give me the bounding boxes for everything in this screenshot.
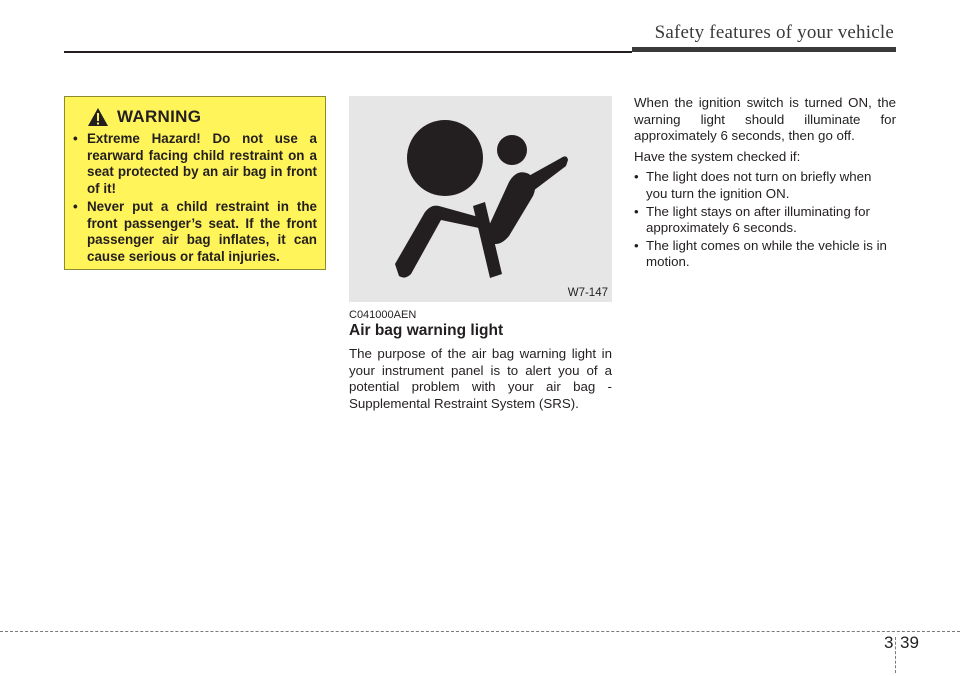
section-code: C041000AEN [349, 309, 417, 321]
warning-item: • Extreme Hazard! Do not use a rearward facing child restraint on a seat protected by an air bag in front of it! [73, 131, 317, 197]
section-body: The purpose of the air bag warning light in your instrument panel is to alert you of a potential problem with your air bag - Supplemental Restraint System (SRS). [349, 346, 612, 411]
page-number: 39 [900, 633, 919, 652]
warning-title: WARNING [117, 107, 202, 126]
right-intro: When the ignition switch is turned ON, the warning light should illuminate for approximately 6 seconds, then go off. [634, 95, 896, 144]
check-item: • The light does not turn on briefly when you turn the ignition ON. [634, 169, 896, 202]
warning-list [73, 131, 317, 265]
airbag-warning-icon [349, 96, 612, 302]
right-column [634, 95, 896, 272]
warning-header [87, 107, 317, 127]
section-heading: Air bag warning light [349, 322, 504, 339]
check-list [634, 169, 896, 271]
warning-item: • Never put a child restraint in the front passenger’s seat. If the front passenger air bag inflates, it can cause serious or fatal injuries. [73, 199, 317, 265]
check-item: • The light comes on while the vehicle is in motion. [634, 238, 896, 271]
header-rule [64, 51, 632, 53]
right-lead: Have the system checked if: [634, 148, 801, 164]
airbag-figure [349, 96, 612, 302]
page-separator [895, 637, 896, 673]
page-section-number: 3 [884, 633, 894, 652]
figure-code: W7-147 [567, 287, 608, 299]
footer-rule [0, 631, 960, 632]
warning-box [64, 96, 326, 270]
warning-triangle-icon [87, 107, 109, 127]
page-header-title: Safety features of your vehicle [654, 22, 894, 43]
header-bar [632, 47, 896, 52]
check-item: • The light stays on after illuminating for approximately 6 seconds. [634, 204, 896, 237]
